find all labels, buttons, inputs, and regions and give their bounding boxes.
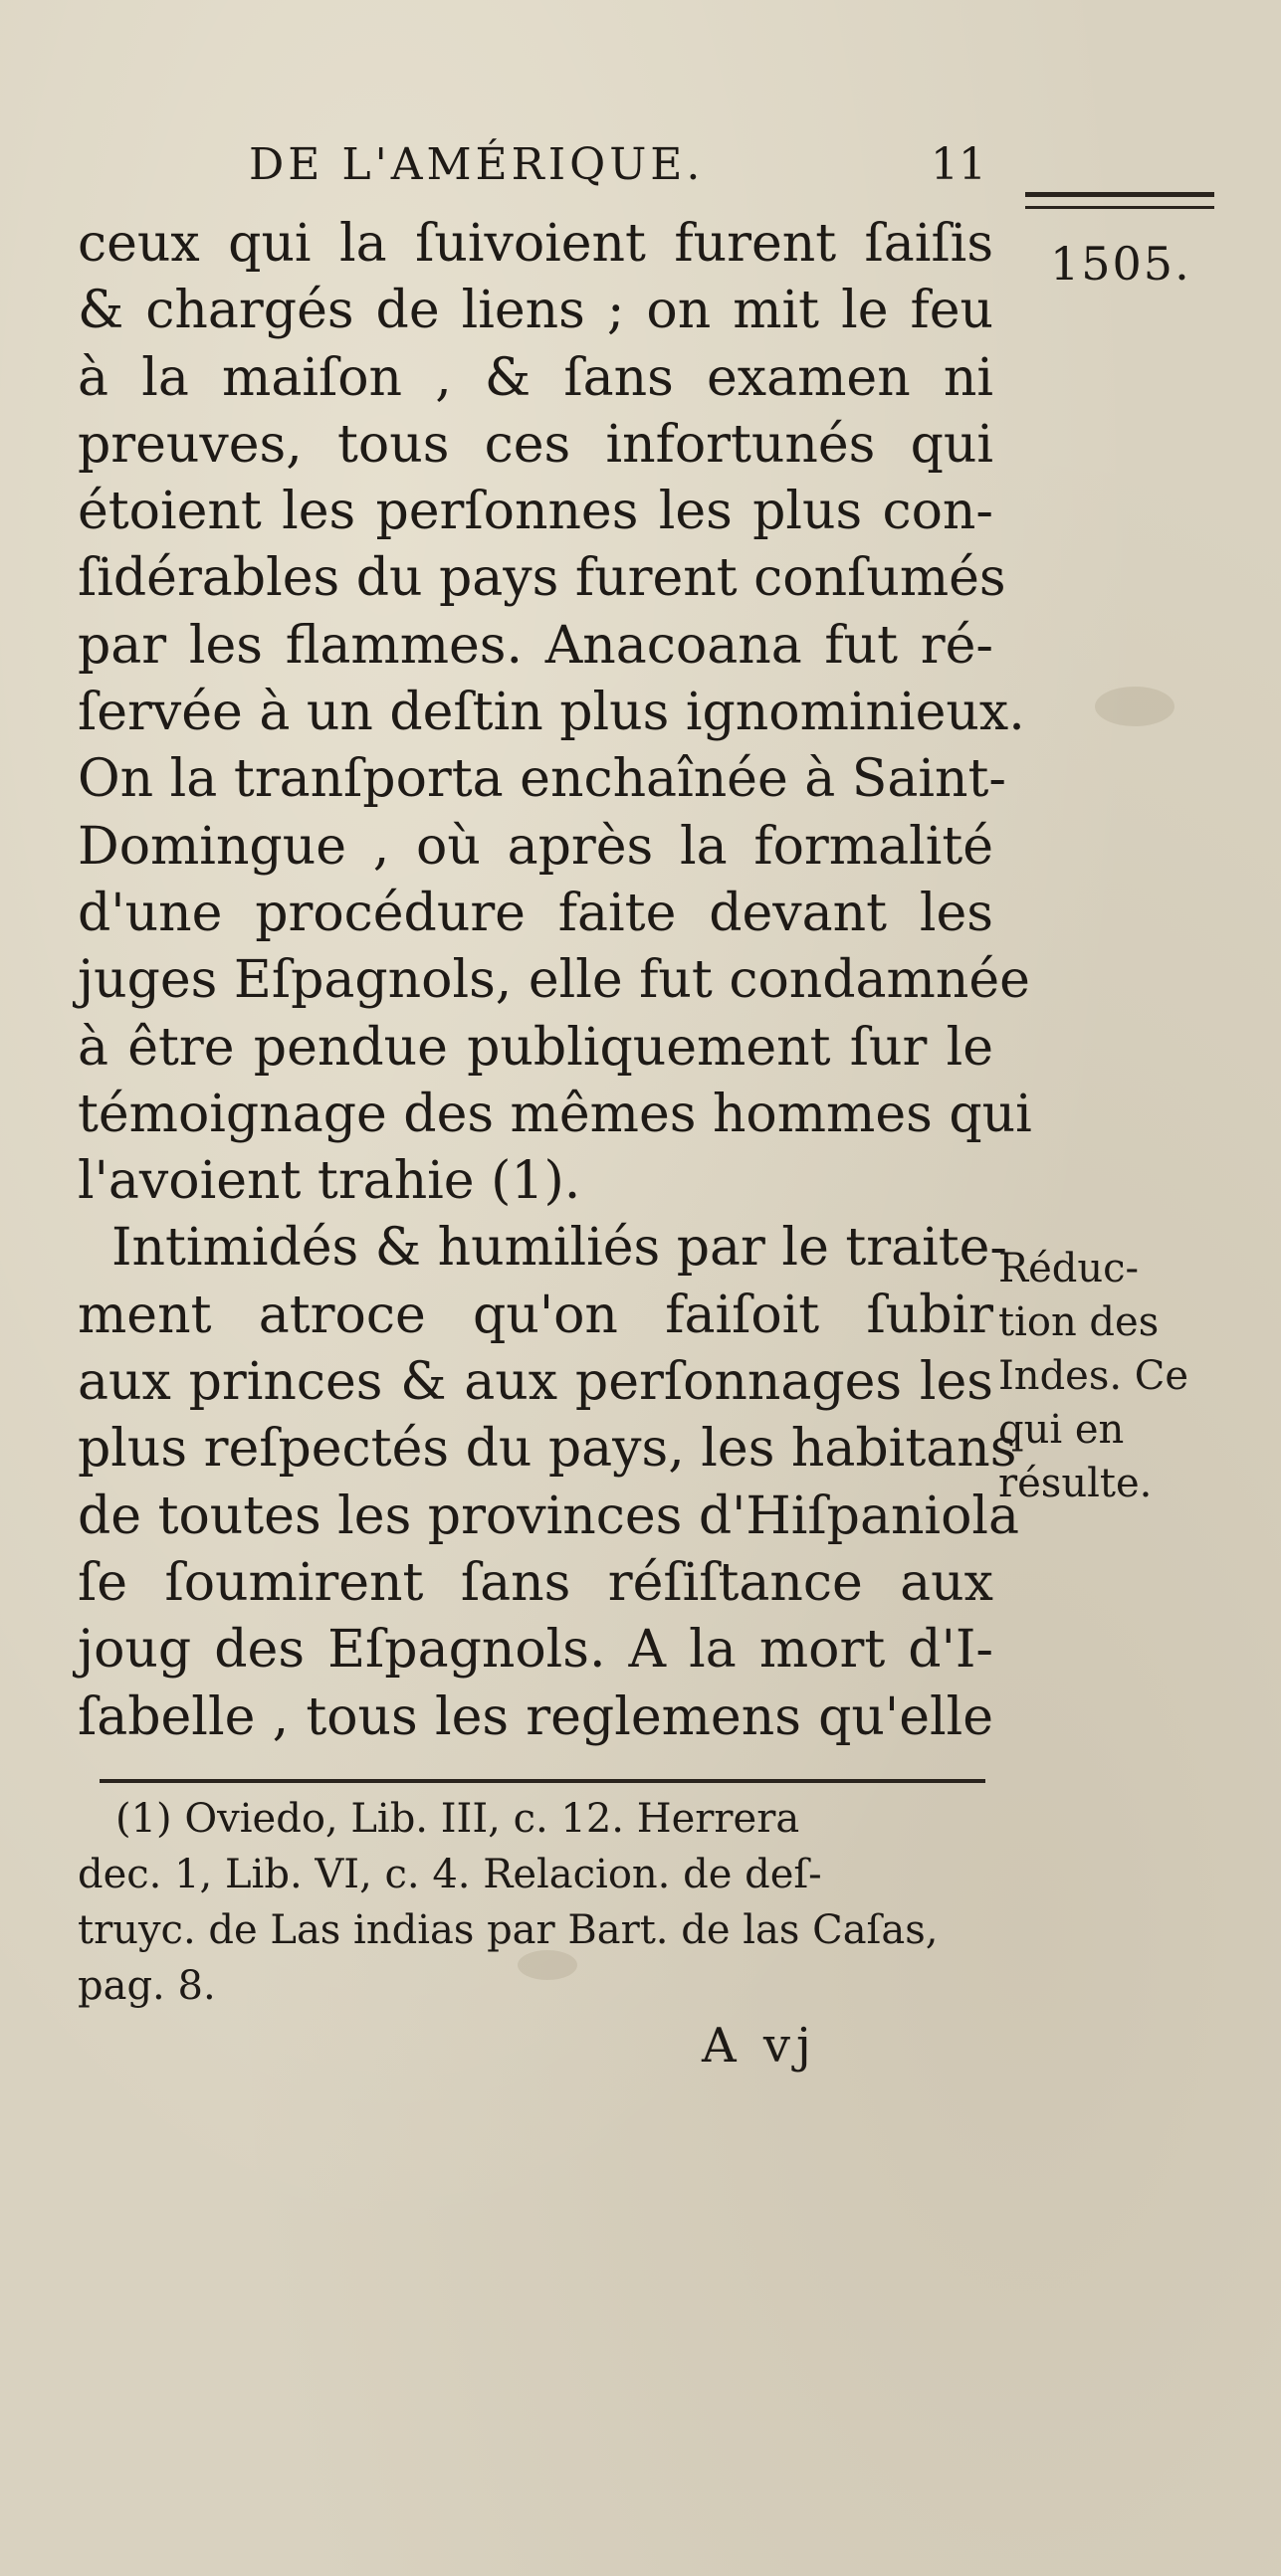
text-line: de toutes les provinces d'Hiſpaniola (78, 1486, 1020, 1546)
margin-year: 1505. (1050, 237, 1191, 291)
text-line: témoignage des mêmes hommes qui (78, 1084, 1032, 1144)
margin-rule (1025, 206, 1214, 209)
text-line: On la tranſporta enchaînée à Saint- (78, 749, 1007, 810)
text-line: & chargés de liens ; on mit le feu (78, 281, 993, 341)
text-line: joug des Eſpagnols. A la mort d'I- (78, 1620, 993, 1681)
text-line: ſe ſoumirent ſans réſiſtance aux (78, 1552, 993, 1613)
body-text (78, 211, 1032, 1751)
paper-stain (1095, 687, 1174, 726)
sidenote-line: Indes. Ce (998, 1353, 1189, 1399)
text-line: d'une procédure faite devant les (78, 883, 993, 943)
sidenote-line: résulte. (998, 1461, 1153, 1506)
margin-sidenote (998, 1242, 1227, 1510)
sidenote-line: tion des (998, 1299, 1160, 1345)
page-number: 11 (931, 139, 986, 190)
text-line: l'avoient trahie (1). (78, 1151, 581, 1212)
text-line: étoient les perſonnes les plus con- (78, 482, 993, 542)
footnote-line: truyc. de Las indias par Bart. de las Caſas, (78, 1907, 939, 1953)
text-line: Domingue , où après la formalité (78, 816, 993, 877)
footnote (78, 1791, 993, 2014)
footnote-line: dec. 1, Lib. VI, c. 4. Relacion. de deſ- (78, 1852, 822, 1897)
text-line: à être pendue publiquement ſur le (78, 1017, 993, 1078)
signature-mark: A vj (702, 2018, 817, 2074)
text-line: ſervée à un deſtin plus ignominieux. (78, 683, 1025, 743)
text-line: ſabelle , tous les reglemens qu'elle (78, 1686, 993, 1747)
sidenote-line: Réduc- (998, 1246, 1140, 1291)
text-line: ſidérables du pays furent conſumés (78, 548, 1006, 609)
text-line: preuves, tous ces infortunés qui (78, 414, 993, 475)
text-line: par les flammes. Anacoana fut ré- (78, 615, 993, 676)
footnote-rule (100, 1779, 985, 1783)
text-line: à la maiſon , & ſans examen ni (78, 347, 993, 408)
footnote-line: pag. 8. (78, 1963, 216, 2009)
text-line: juges Eſpagnols, elle fut condamnée (78, 950, 1030, 1011)
text-line: ceux qui la ſuivoient furent ſaiſis (78, 214, 993, 274)
text-line: plus reſpectés du pays, les habitans (78, 1419, 1017, 1480)
sidenote-line: qui en (998, 1407, 1125, 1453)
text-line: Intimidés & humiliés par le traite- (111, 1218, 1007, 1279)
text-line: ment atroce qu'on faiſoit ſubir (78, 1285, 993, 1345)
footnote-line: (1) Oviedo, Lib. III, c. 12. Herrera (115, 1796, 800, 1842)
text-line: aux princes & aux perſonnages les (78, 1352, 993, 1413)
running-head: DE L'AMÉRIQUE. (249, 139, 705, 190)
margin-rule (1025, 192, 1214, 197)
